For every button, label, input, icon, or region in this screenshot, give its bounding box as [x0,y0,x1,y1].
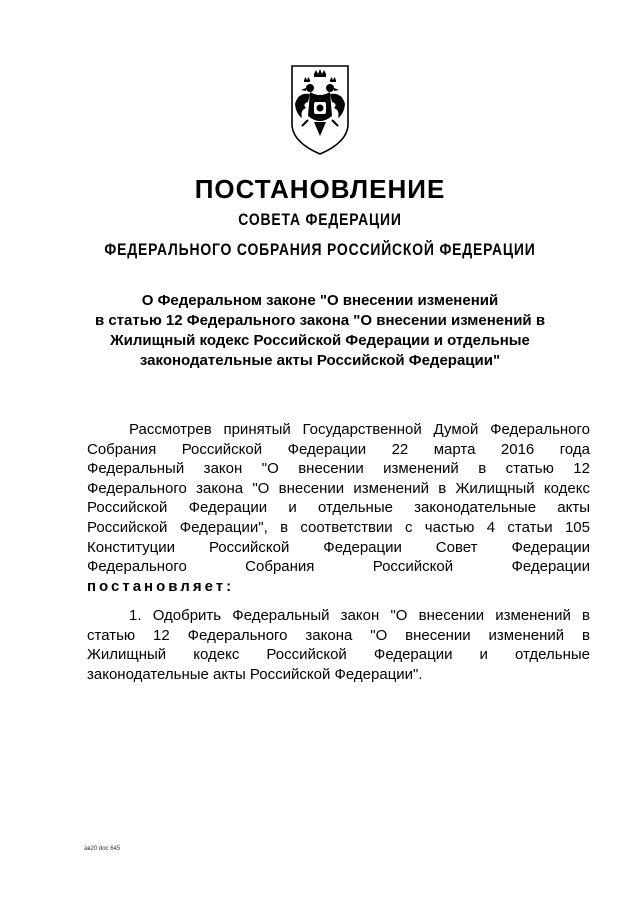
paragraph-line: Федерального Собрания Российской Федерации [87,558,590,576]
decree-word: постановляет: [87,577,235,595]
document-code: ав20 doc 645 [84,846,121,852]
preamble-paragraph [87,420,590,596]
paragraph-line: 1. Одобрить Федеральный закон "О внесении изменений в [129,607,590,624]
paragraph-line: Российской Федерации", в соответствии с частью 4 статьи 105 [87,518,590,536]
document-subtitle-assembly: ФЕДЕРАЛЬНОГО СОБРАНИЯ РОССИЙСКОЙ ФЕДЕРАЦИИ [104,240,536,259]
paragraph-line: Собрания Российской Федерации 22 марта 2016 года [87,440,590,458]
subject-line: законодательные акты Российской Федерации" [139,352,501,369]
paragraph-line: Жилищный кодекс Российской Федерации и отдельные [87,646,590,664]
paragraph-line: статью 12 Федерального закона "О внесении изменений в [87,626,590,644]
subject-line: Жилищный кодекс Российской Федерации и отдельные [110,332,530,349]
document-title: ПОСТАНОВЛЕНИЕ [194,174,446,204]
subject-line: в статью 12 Федерального закона "О внесении изменений в [94,312,546,329]
paragraph-line: Российской Федерации и отдельные законодательные акты [87,499,590,517]
paragraph-line: Федерального закона "О внесении изменений в Жилищный кодекс [87,479,590,497]
paragraph-line: Конституции Российской Федерации Совет Федерации [87,538,590,556]
document-subject [60,291,580,371]
subject-line: О Федеральном законе "О внесении изменений [141,292,499,309]
coat-of-arms-icon [288,64,352,156]
resolution-item-1 [87,606,590,684]
paragraph-line: Рассмотрев принятый Государственной Думой Федерального [129,421,590,438]
paragraph-line: Федеральный закон "О внесении изменений в статью 12 [87,460,590,478]
document-subtitle-council: СОВЕТА ФЕДЕРАЦИИ [238,210,402,229]
paragraph-line: законодательные акты Российской Федерации". [87,665,423,683]
